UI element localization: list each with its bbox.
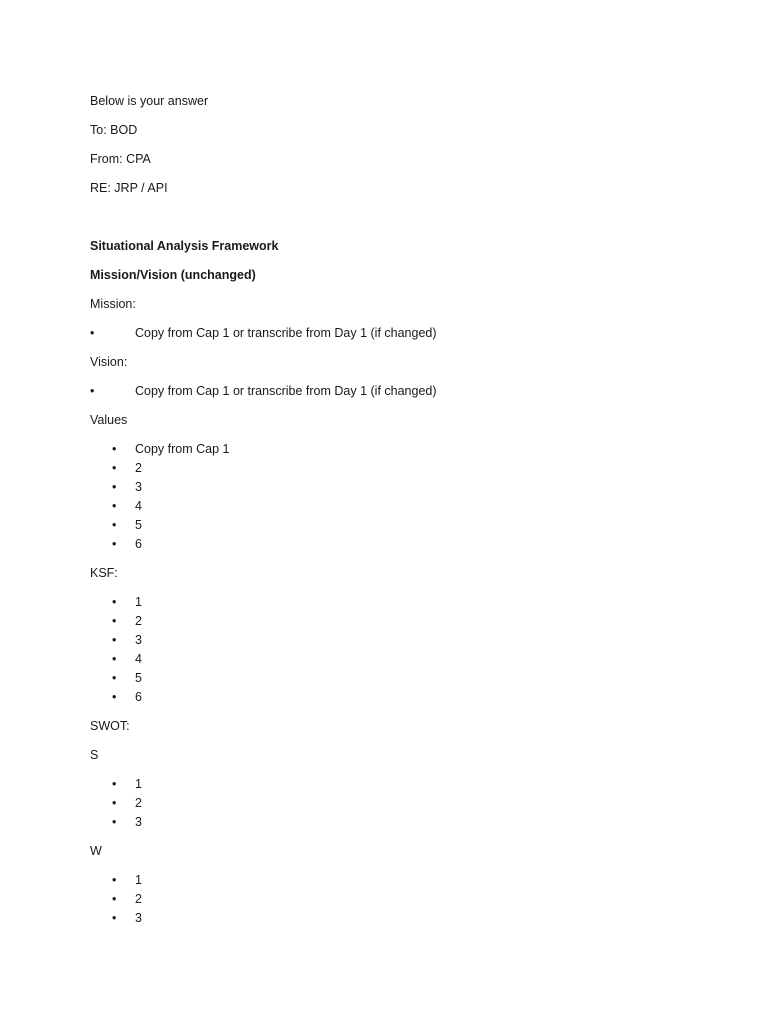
ksf-item-text: 4 [135, 652, 142, 666]
values-item-text: 2 [135, 461, 142, 475]
swot-s-label: S [90, 748, 99, 762]
ksf-item-text: 2 [135, 614, 142, 628]
swot-w-item-text: 3 [135, 911, 142, 925]
intro-text: Below is your answer [90, 94, 209, 108]
list-item [90, 594, 710, 611]
list-item [90, 651, 710, 668]
memo-to: To: BOD [90, 123, 138, 137]
bullet-icon: • [112, 911, 117, 925]
values-item-text: Copy from Cap 1 [135, 442, 230, 456]
values-label: Values [90, 413, 128, 427]
swot-s-item-text: 3 [135, 815, 142, 829]
vision-item [90, 383, 710, 400]
memo-re: RE: JRP / API [90, 181, 168, 195]
bullet-icon: • [112, 777, 117, 791]
ksf-item-text: 6 [135, 690, 142, 704]
bullet-icon: • [112, 461, 117, 475]
swot-w-label: W [90, 844, 102, 858]
bullet-icon: • [112, 873, 117, 887]
list-item [90, 613, 710, 630]
swot-s-item-text: 2 [135, 796, 142, 810]
values-item-text: 5 [135, 518, 142, 532]
memo-from: From: CPA [90, 152, 151, 166]
vision-label: Vision: [90, 355, 128, 369]
bullet-icon: • [112, 690, 117, 704]
mission-label: Mission: [90, 297, 136, 311]
swot-w-item-text: 1 [135, 873, 142, 887]
framework-subtitle: Mission/Vision (unchanged) [90, 268, 256, 282]
vision-item-text: Copy from Cap 1 or transcribe from Day 1 (if changed) [135, 384, 437, 398]
bullet-icon: • [112, 518, 117, 532]
framework-title: Situational Analysis Framework [90, 239, 279, 253]
bullet-icon: • [112, 595, 117, 609]
ksf-label: KSF: [90, 566, 118, 580]
document-page [90, 93, 710, 939]
bullet-icon: • [112, 796, 117, 810]
bullet-icon: • [112, 815, 117, 829]
list-item [90, 536, 710, 553]
bullet-icon: • [112, 480, 117, 494]
list-item [90, 910, 710, 927]
list-item [90, 689, 710, 706]
swot-s-item-text: 1 [135, 777, 142, 791]
ksf-item-text: 1 [135, 595, 142, 609]
ksf-item-text: 3 [135, 633, 142, 647]
bullet-icon: • [112, 652, 117, 666]
swot-w-list [90, 872, 710, 927]
bullet-icon: • [112, 537, 117, 551]
list-item [90, 814, 710, 831]
list-item [90, 632, 710, 649]
swot-s-list [90, 776, 710, 831]
list-item [90, 891, 710, 908]
ksf-list [90, 594, 710, 706]
swot-label: SWOT: [90, 719, 130, 733]
list-item [90, 441, 710, 458]
values-item-text: 3 [135, 480, 142, 494]
list-item [90, 479, 710, 496]
bullet-icon: • [112, 633, 117, 647]
ksf-item-text: 5 [135, 671, 142, 685]
list-item [90, 670, 710, 687]
bullet-icon: • [112, 892, 117, 906]
list-item [90, 517, 710, 534]
list-item [90, 795, 710, 812]
list-item [90, 498, 710, 515]
values-list [90, 441, 710, 553]
list-item [90, 460, 710, 477]
values-item-text: 6 [135, 537, 142, 551]
bullet-icon: • [112, 614, 117, 628]
list-item [90, 776, 710, 793]
bullet-icon: • [112, 499, 117, 513]
mission-item [90, 325, 710, 342]
bullet-icon: • [112, 671, 117, 685]
bullet-icon: • [112, 442, 117, 456]
swot-w-item-text: 2 [135, 892, 142, 906]
bullet-icon: • [90, 326, 95, 340]
bullet-icon: • [90, 384, 95, 398]
list-item [90, 872, 710, 889]
mission-item-text: Copy from Cap 1 or transcribe from Day 1 (if changed) [135, 326, 437, 340]
values-item-text: 4 [135, 499, 142, 513]
blank-line [90, 209, 710, 238]
